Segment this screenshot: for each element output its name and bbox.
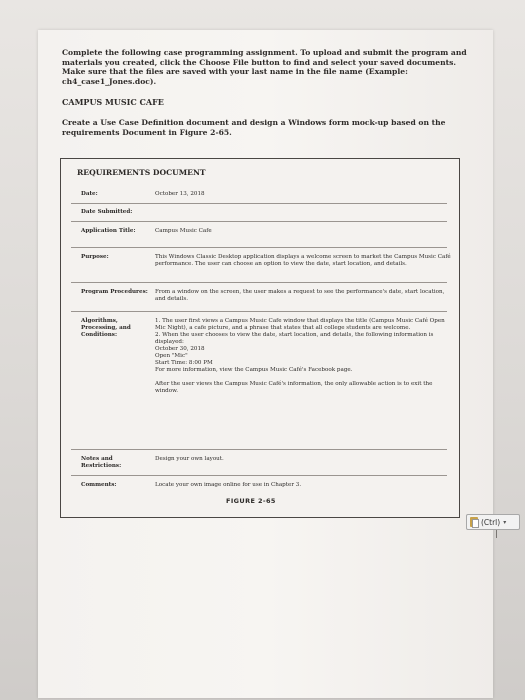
label-date: Date: (81, 191, 98, 197)
label-program-procedures: Program Procedures: (81, 289, 148, 295)
label-algorithms: Algorithms, Processing, and Conditions: (81, 318, 131, 338)
assignment-instructions: Complete the following case programming assignment. To upload and submit the program and materials you created, click the Choose File button to find and select your saved documents. Make sure that the files are saved with your last name in the file name (Example: ch4_case1_Jones.doc). (62, 48, 467, 86)
divider (71, 203, 447, 204)
chevron-down-icon: ▾ (503, 518, 507, 526)
value-purpose: This Windows Classic Desktop application displays a welcome screen to market the Campus Music Café performance. The user can choose an option to view the date, start location, and details. (155, 254, 451, 267)
label-notes: Notes and Restrictions: (81, 456, 122, 469)
paste-options-button[interactable] (466, 514, 520, 530)
value-application-title: Campus Music Cafe (155, 228, 212, 234)
clipboard-icon (470, 517, 478, 527)
divider (71, 282, 447, 283)
label-date-submitted: Date Submitted: (81, 209, 133, 215)
value-notes: Design your own layout. (155, 456, 224, 462)
requirements-document (60, 158, 460, 518)
value-date: October 13, 2018 (155, 191, 205, 197)
value-comments: Locate your own image online for use in Chapter 3. (155, 482, 302, 488)
label-comments: Comments: (81, 482, 117, 488)
divider (71, 475, 447, 476)
case-heading: CAMPUS MUSIC CAFE (62, 97, 164, 107)
case-task: Create a Use Case Definition document and design a Windows form mock-up based on the requirements Document in Figure 2-65. (62, 118, 446, 137)
paste-options-label: (Ctrl) (481, 517, 501, 527)
value-algorithms: 1. The user first views a Campus Music Cafe window that displays the title (Campus Music Café Open Mic Night), a cafe picture, and a phrase that states that all college students are welcome. 2. When the user chooses to view the date, start location, and details, the following information is displayed: October 30, 2018 Open "Mic" Start Time: 8:00 PM For more information, view the Campus Music Café's Facebook page. After the user views the Campus Music Café's information, the only allowable action is to exit the window. (155, 318, 445, 394)
label-application-title: Application Title: (81, 228, 136, 234)
label-purpose: Purpose: (81, 254, 109, 260)
document-page (38, 30, 493, 698)
divider (71, 221, 447, 222)
value-program-procedures: From a window on the screen, the user makes a request to see the performance's date, start location, and details. (155, 289, 445, 302)
divider (71, 311, 447, 312)
requirements-title: REQUIREMENTS DOCUMENT (77, 168, 206, 177)
divider (71, 449, 447, 450)
figure-caption: FIGURE 2-65 (226, 497, 276, 505)
divider (71, 247, 447, 248)
